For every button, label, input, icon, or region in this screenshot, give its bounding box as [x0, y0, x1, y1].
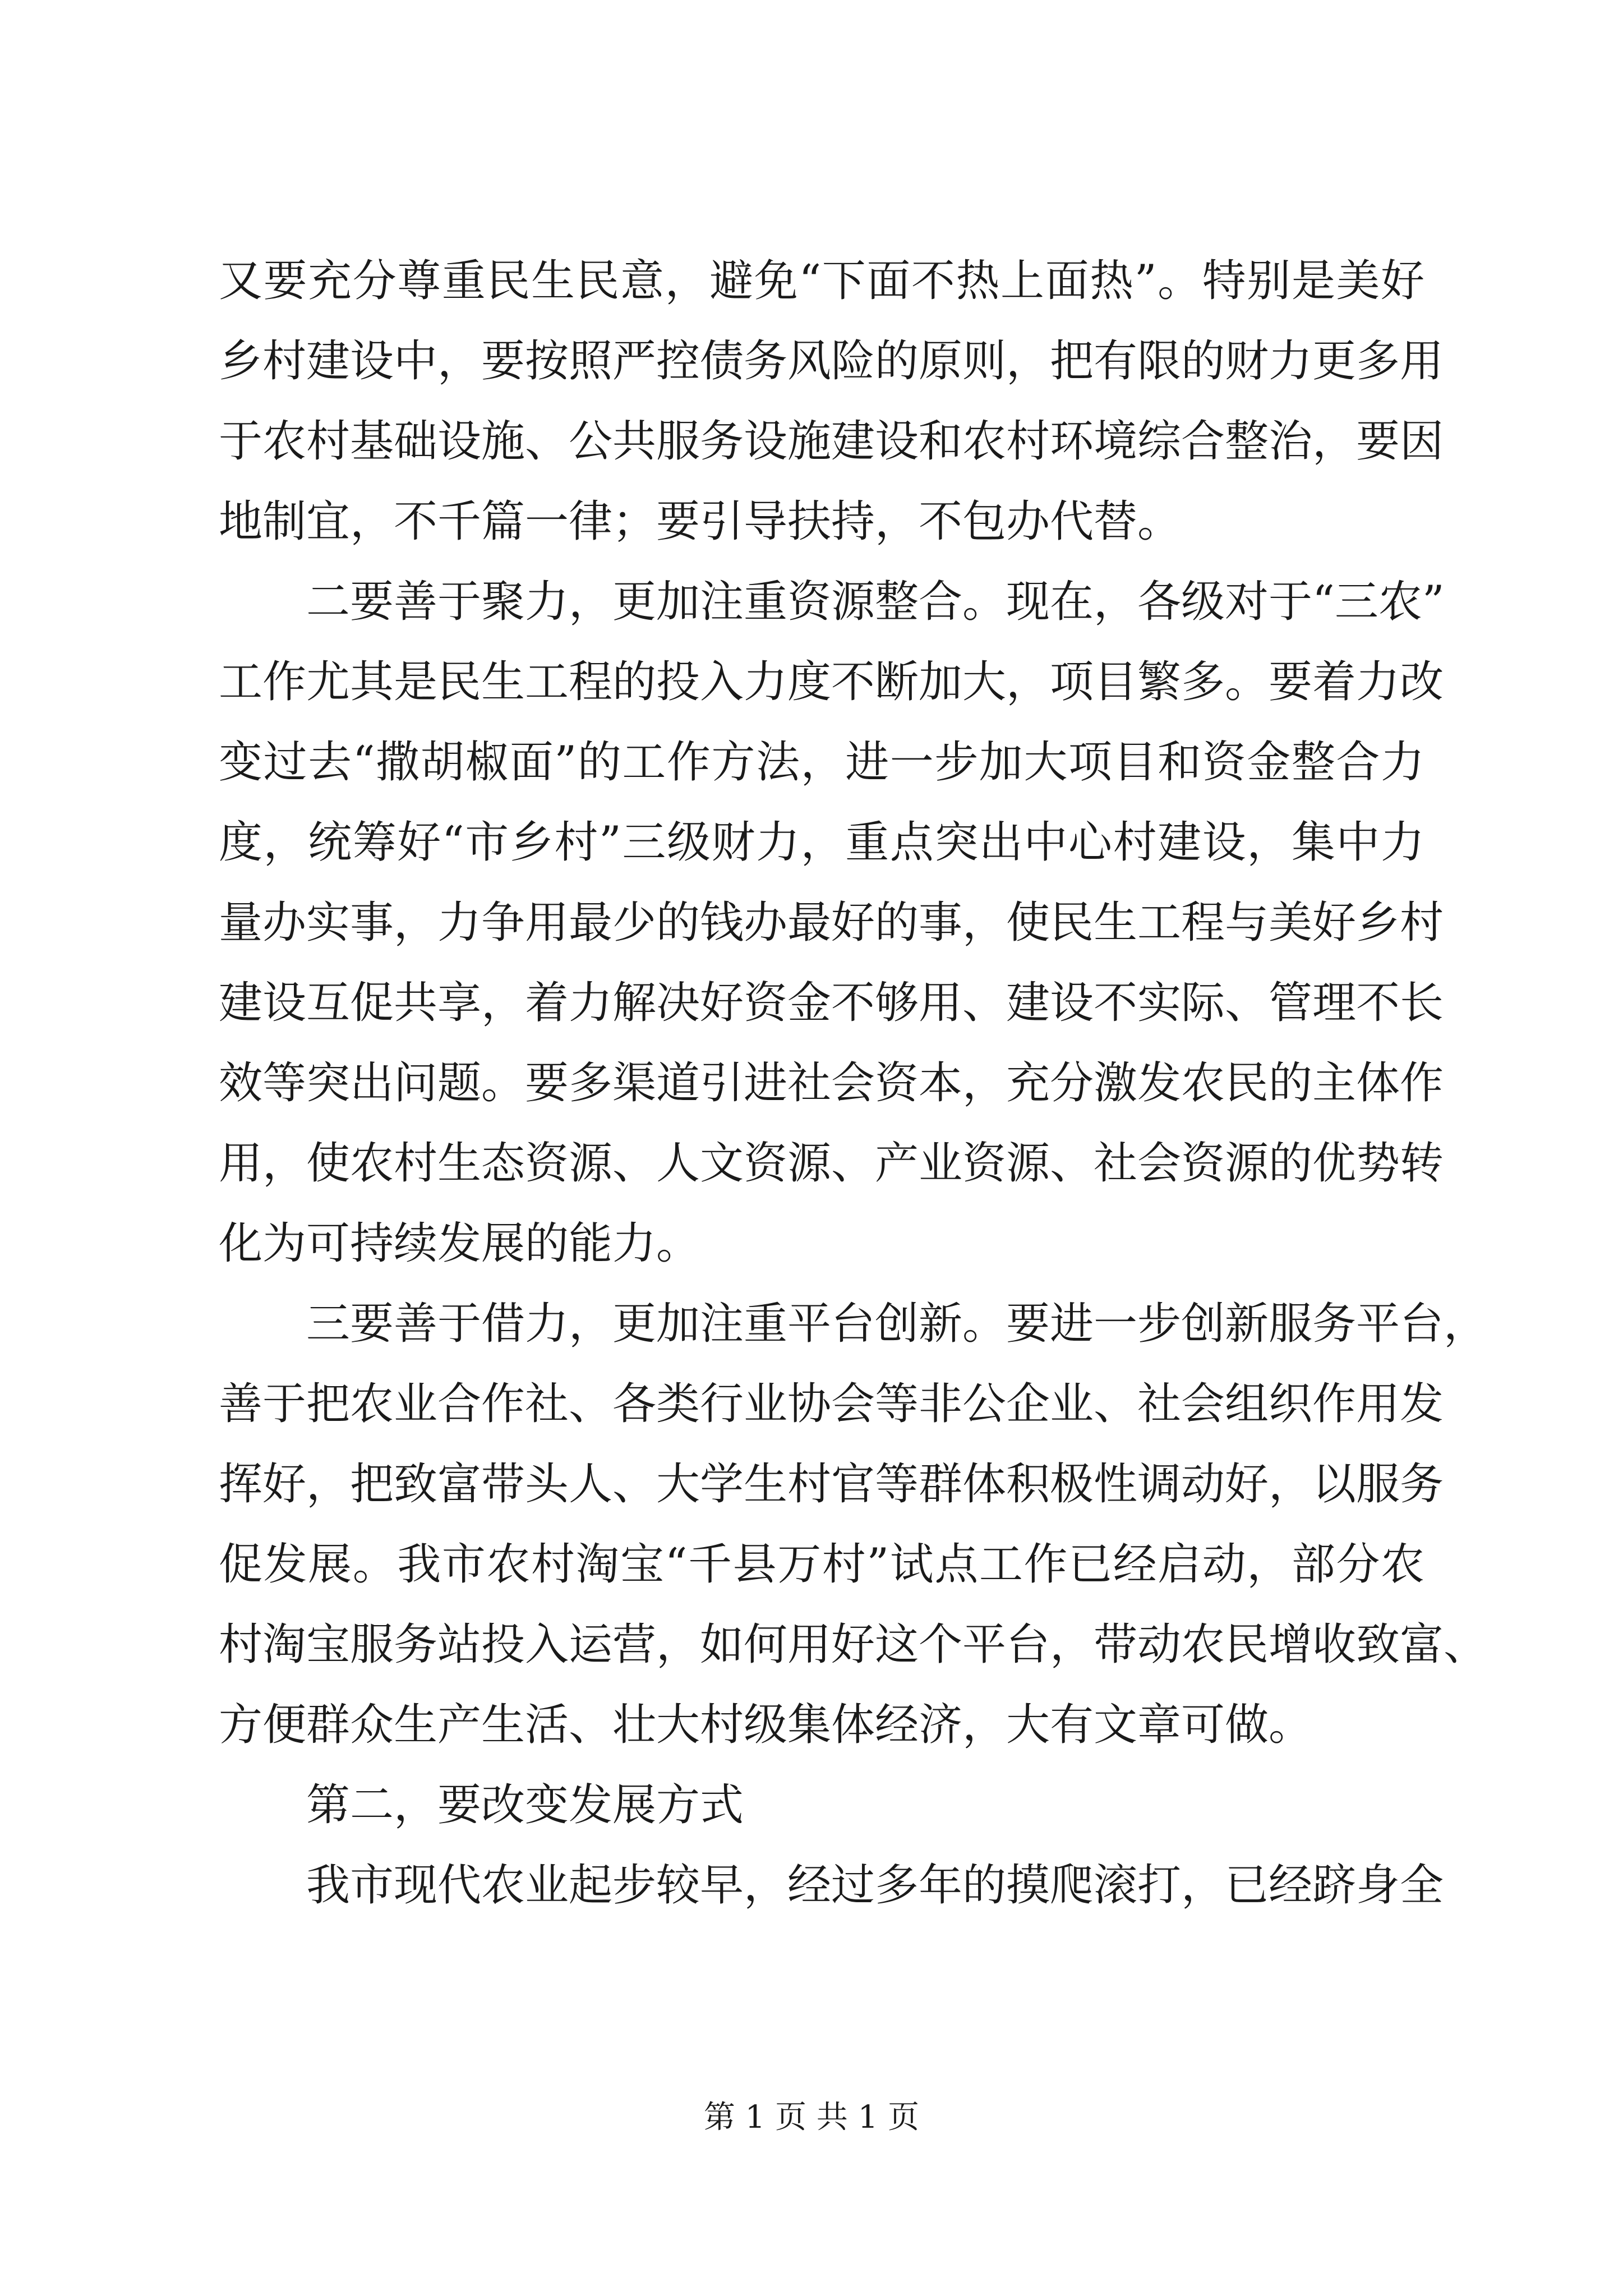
text-line: 工作尤其是民生工程的投入力度不断加大，项目繁多。要着力改 — [219, 657, 1444, 707]
text-line: 三要善于借力，更加注重平台创新。要进一步创新服务平台， — [306, 1299, 1488, 1349]
text-line: 效等突出问题。要多渠道引进社会资本，充分激发农民的主体作 — [219, 1058, 1444, 1108]
text-line: 村淘宝服务站投入运营，如何用好这个平台，带动农民增收致富、 — [219, 1619, 1488, 1670]
section-heading — [219, 1765, 1424, 1846]
text-line: 善于把农业合作社、各类行业协会等非公企业、社会组织作用发 — [219, 1379, 1444, 1429]
text-line: 方便群众生产生活、壮大村级集体经济，大有文章可做。 — [219, 1700, 1313, 1750]
text-line: 二要善于聚力，更加注重资源整合。现在，各级对于“三农” — [306, 577, 1445, 627]
text-line: 挥好，把致富带头人、大学生村官等群体积极性调动好，以服务 — [219, 1459, 1444, 1510]
text-line: 我市现代农业起步较早，经过多年的摸爬滚打，已经跻身全 — [306, 1860, 1444, 1911]
paragraph-1 — [219, 241, 1444, 562]
text-line: 建设互促共享，着力解决好资金不够用、建设不实际、管理不长 — [219, 978, 1444, 1028]
text-line: 又要充分尊重民生民意，避免“下面不热上面热”。特别是美好 — [219, 256, 1424, 306]
text-line: 乡村建设中，要按照严控债务风险的原则，把有限的财力更多用 — [219, 336, 1444, 386]
text-line: 变过去“撒胡椒面”的工作方法，进一步加大项目和资金整合力 — [219, 737, 1424, 788]
document-body — [219, 241, 1488, 1926]
text-line: 用，使农村生态资源、人文资源、产业资源、社会资源的优势转 — [219, 1138, 1444, 1189]
paragraph-3 — [219, 1284, 1488, 1765]
text-line: 促发展。我市农村淘宝“千县万村”试点工作已经启动，部分农 — [219, 1539, 1424, 1590]
paragraph-5 — [219, 1846, 1444, 1926]
text-line: 度，统筹好“市乡村”三级财力，重点突出中心村建设，集中力 — [219, 817, 1424, 868]
text-line: 于农村基础设施、公共服务设施建设和农村环境综合整治，要因 — [219, 416, 1444, 467]
text-line: 量办实事，力争用最少的钱办最好的事，使民生工程与美好乡村 — [219, 898, 1444, 948]
paragraph-2 — [219, 562, 1445, 1284]
page-footer: 第 1 页 共 1 页 — [703, 2099, 920, 2136]
heading-text: 第二，要改变发展方式 — [306, 1780, 744, 1830]
text-line: 地制宜，不千篇一律；要引导扶持，不包办代替。 — [219, 496, 1182, 547]
text-line: 化为可持续发展的能力。 — [219, 1218, 700, 1269]
